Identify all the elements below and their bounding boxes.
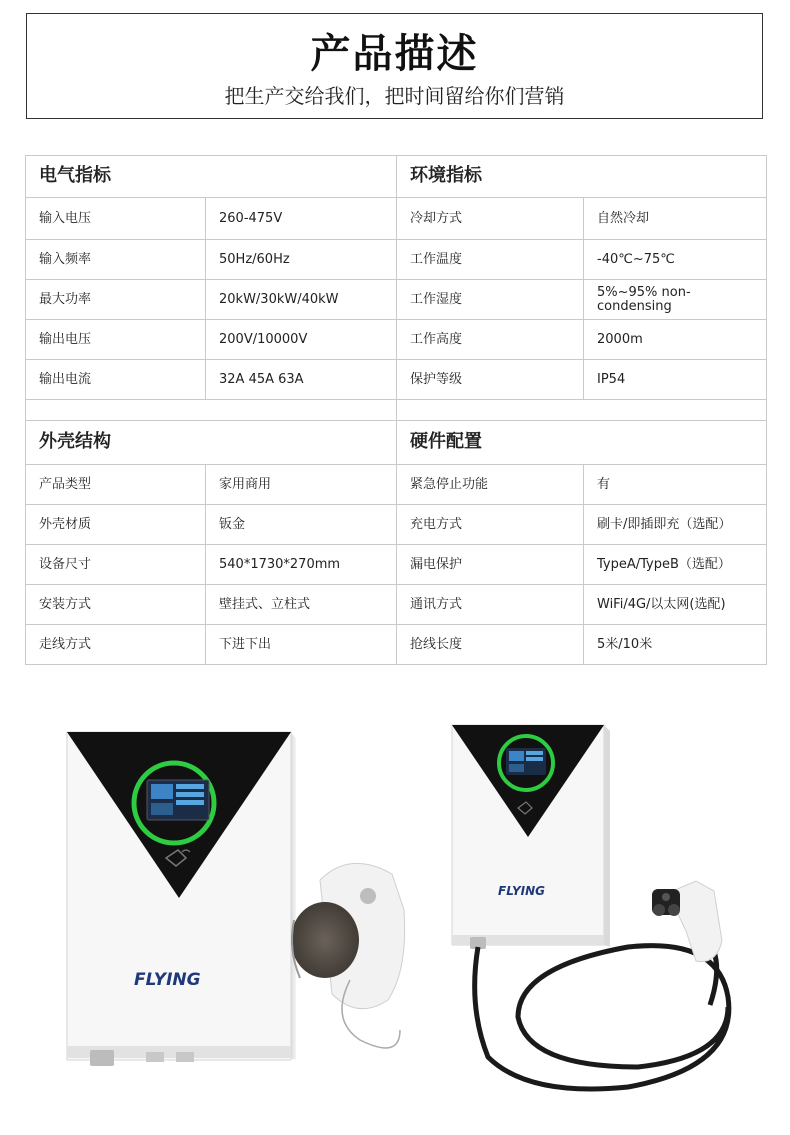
section-title-hardware: 硬件配置 xyxy=(397,421,767,465)
spec-value: 32A 45A 63A xyxy=(206,360,397,400)
spec-value: -40℃~75℃ xyxy=(584,240,767,280)
spec-value: 20kW/30kW/40kW xyxy=(206,280,397,320)
spec-label: 保护等级 xyxy=(397,360,584,400)
page-subtitle: 把生产交给我们，把时间留给你们营销 xyxy=(224,84,565,108)
spec-value: 260-475V xyxy=(206,198,397,240)
table-row xyxy=(26,545,767,585)
spec-value: WiFi/4G/以太网(选配) xyxy=(584,585,767,625)
table-spacer-row xyxy=(26,400,767,421)
table-section-row xyxy=(26,421,767,465)
spec-value: 壁挂式、立柱式 xyxy=(206,585,397,625)
charging-cable xyxy=(475,925,729,1089)
spec-value: 2000m xyxy=(584,320,767,360)
section-title-environment: 环境指标 xyxy=(397,156,767,198)
spec-label: 抢线长度 xyxy=(397,625,584,665)
table-row xyxy=(26,360,767,400)
page-title: 产品描述 xyxy=(310,31,479,77)
cable-gland xyxy=(90,1050,114,1066)
brand-logo: FLYING xyxy=(498,884,546,898)
spec-label: 设备尺寸 xyxy=(26,545,206,585)
section-title-electrical: 电气指标 xyxy=(26,156,397,198)
table-row xyxy=(26,585,767,625)
spec-value: 刷卡/即插即充（选配） xyxy=(584,505,767,545)
header-box xyxy=(26,13,763,119)
spec-label: 外壳材质 xyxy=(26,505,206,545)
spacer-cell xyxy=(397,400,767,421)
spec-value: 自然冷却 xyxy=(584,198,767,240)
spec-label: 工作高度 xyxy=(397,320,584,360)
section-title-housing: 外壳结构 xyxy=(26,421,397,465)
spec-label: 工作湿度 xyxy=(397,280,584,320)
spec-label: 输入电压 xyxy=(26,198,206,240)
spec-table xyxy=(25,155,766,664)
table-row xyxy=(26,465,767,505)
table-row xyxy=(26,198,767,240)
table-row xyxy=(26,320,767,360)
spec-value: 540*1730*270mm xyxy=(206,545,397,585)
spec-value: 50Hz/60Hz xyxy=(206,240,397,280)
spec-label: 产品类型 xyxy=(26,465,206,505)
spec-value: IP54 xyxy=(584,360,767,400)
charger-product-image-large xyxy=(50,720,440,1080)
spec-value: 有 xyxy=(584,465,767,505)
spec-value: 下进下出 xyxy=(206,625,397,665)
spec-value: 5米/10米 xyxy=(584,625,767,665)
spec-label: 输出电压 xyxy=(26,320,206,360)
spec-label: 漏电保护 xyxy=(397,545,584,585)
spec-label: 通讯方式 xyxy=(397,585,584,625)
spec-value: 5%~95% non-condensing xyxy=(584,280,767,320)
spec-label: 输入频率 xyxy=(26,240,206,280)
table-row xyxy=(26,240,767,280)
spec-value: 200V/10000V xyxy=(206,320,397,360)
spec-label: 走线方式 xyxy=(26,625,206,665)
spec-value: 钣金 xyxy=(206,505,397,545)
spec-label: 最大功率 xyxy=(26,280,206,320)
table-row xyxy=(26,505,767,545)
table-row xyxy=(26,280,767,320)
brand-logo: FLYING xyxy=(134,970,201,990)
charger-product-image-cable xyxy=(440,715,760,1105)
spacer-cell xyxy=(26,400,397,421)
spec-label: 工作温度 xyxy=(397,240,584,280)
connector-plug-icon xyxy=(291,863,405,1048)
spec-label: 安装方式 xyxy=(26,585,206,625)
spec-label: 冷却方式 xyxy=(397,198,584,240)
spec-label: 充电方式 xyxy=(397,505,584,545)
spec-value: TypeA/TypeB（选配） xyxy=(584,545,767,585)
spec-label: 紧急停止功能 xyxy=(397,465,584,505)
table-row xyxy=(26,625,767,665)
spec-value: 家用商用 xyxy=(206,465,397,505)
spec-label: 输出电流 xyxy=(26,360,206,400)
table-section-row xyxy=(26,156,767,198)
